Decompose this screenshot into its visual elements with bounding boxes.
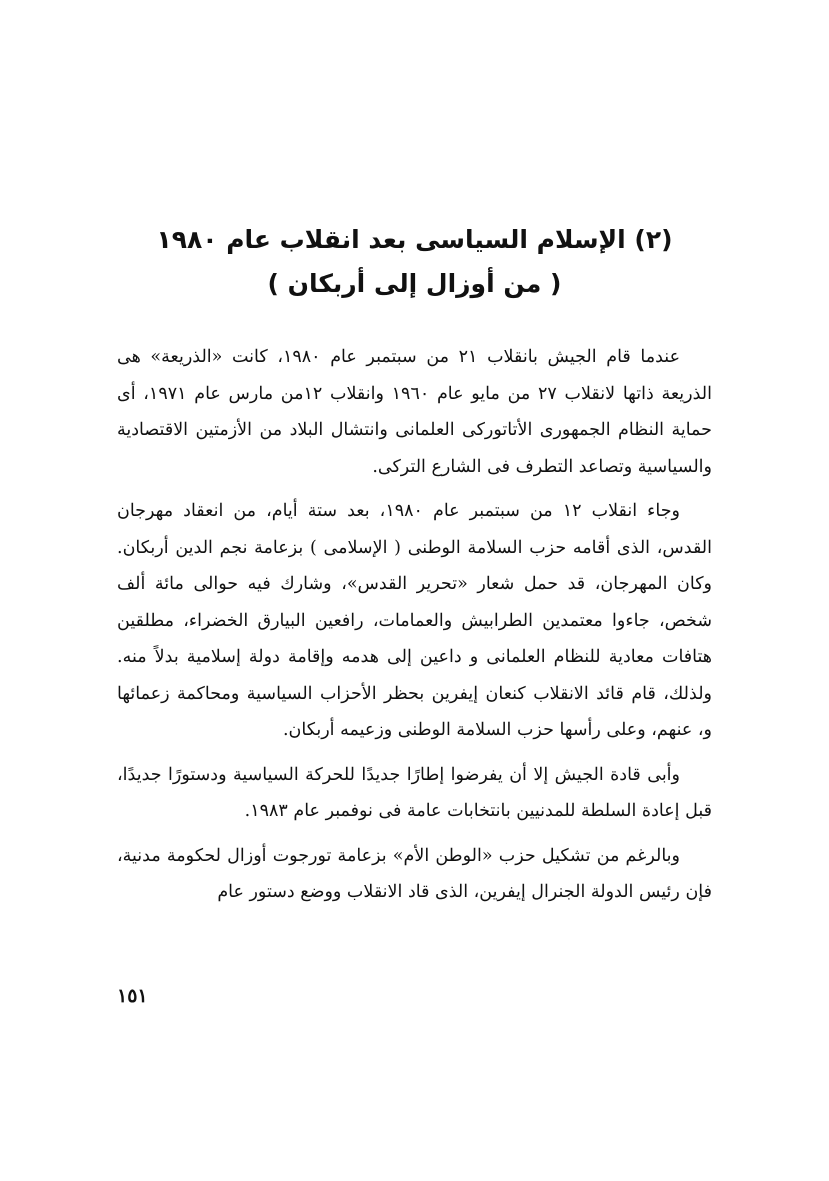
paragraph-2: وجاء انقلاب ١٢ من سبتمبر عام ١٩٨٠، بعد ستة أيام، من انعقاد مهرجان القدس، الذى أقامه حزب السلامة الوطنى ( الإسلامى ) بزعامة نجم الدين أربكان. وكان المهرجان، قد حمل شعار «تحرير القدس»، وشارك فيه حوالى مائة ألف شخص، جاءوا معتمدين الطرابيش والعمامات، رافعين البيارق الخضراء، مطلقين هتافات معادية للنظام العلمانى و داعين إلى هدمه وإقامة دولة إسلامية بدلاً منه. ولذلك، قام قائد الانقلاب كنعان إيفرين بحظر الأحزاب السياسية ومحاكمة زعمائها و، عنهم، وعلى رأسها حزب السلامة الوطنى وزعيمه أربكان. [117, 501, 712, 740]
chapter-title-main: (٢) الإسلام السياسى بعد انقلاب عام ١٩٨٠ [156, 225, 673, 254]
chapter-title [150, 218, 679, 306]
page-number: ١٥١ [117, 985, 148, 1007]
paragraph-4: وبالرغم من تشكيل حزب «الوطن الأم» بزعامة تورجوت أوزال لحكومة مدنية، فإن رئيس الدولة الجنرال إيفرين، الذى قاد الانقلاب ووضع دستور عام [117, 845, 712, 902]
chapter-title-subtitle: ( من أوزال إلى أربكان ) [267, 269, 562, 298]
body-text [117, 339, 712, 919]
paragraph-1: عندما قام الجيش بانقلاب ٢١ من سبتمبر عام ١٩٨٠، كانت «الذريعة» هى الذريعة ذاتها لانقلاب ٢٧ من مايو عام ١٩٦٠ وانقلاب ١٢من مارس عام ١٩٧١، أى حماية النظام الجمهورى الأتاتوركى العلمانى وانتشال البلاد من الأزمتين الاقتصادية والسياسية وتصاعد التطرف فى الشارع التركى. [117, 347, 712, 477]
paragraph-3: وأبى قادة الجيش إلا أن يفرضوا إطارًا جديدًا للحركة السياسية ودستورًا جديدًا، قبل إعادة السلطة للمدنيين بانتخابات عامة فى نوفمبر عام ١٩٨٣. [117, 764, 712, 821]
